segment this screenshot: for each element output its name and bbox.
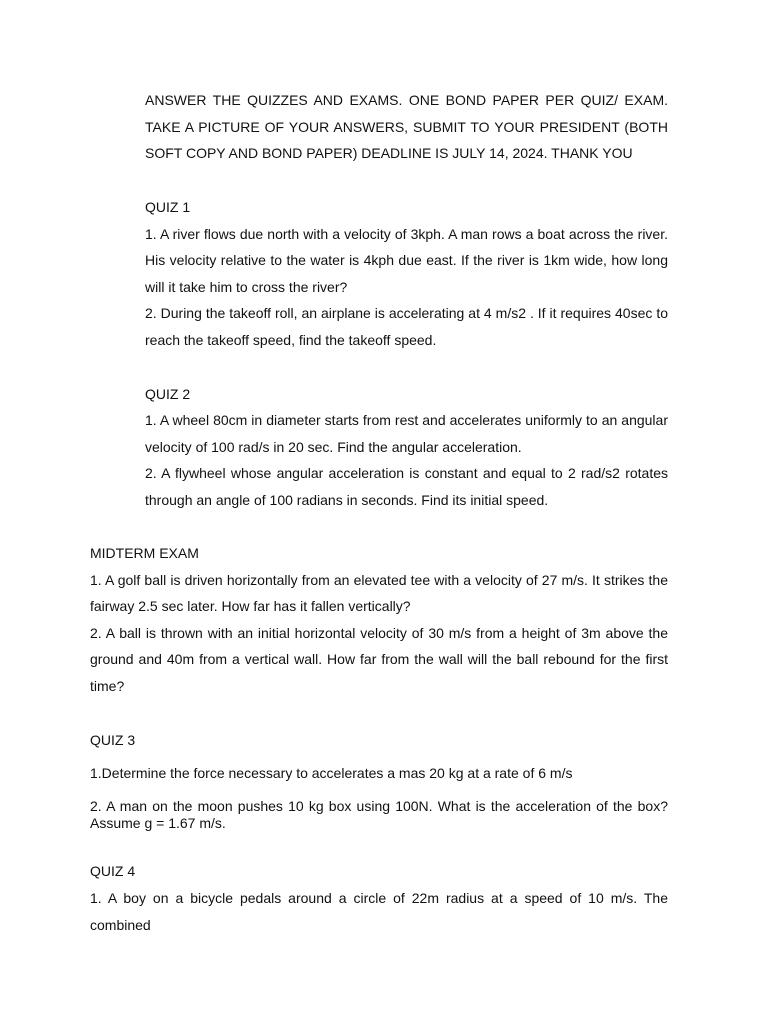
instructions-text: ANSWER THE QUIZZES AND EXAMS. ONE BOND PAPER PER QUIZ/ EXAM. TAKE A PICTURE OF YOUR ANSWERS, SUBMIT TO YOUR PRESIDENT (BOTH SOFT COPY AND BOND PAPER) DEADLINE IS JULY 14, 2024. THANK YOU: [145, 92, 668, 161]
quiz3-question-2-block: [90, 798, 668, 832]
quiz1-questions: [145, 221, 668, 354]
quiz3-question-1-block: [90, 760, 668, 787]
quiz1-heading: QUIZ 1: [145, 199, 191, 215]
quiz2-questions: [145, 407, 668, 513]
quiz2-question-1: 1. A wheel 80cm in diameter starts from rest and accelerates uniformly to an angular velocity of 100 rad/s in 20 sec. Find the angular acceleration.: [145, 412, 668, 455]
quiz3-question-1: 1.Determine the force necessary to accelerates a mas 20 kg at a rate of 6 m/s: [90, 765, 573, 781]
quiz3-heading: QUIZ 3: [90, 732, 136, 748]
quiz4-heading: QUIZ 4: [90, 863, 136, 879]
midterm-questions: [90, 567, 668, 700]
quiz3-question-2: 2. A man on the moon pushes 10 kg box using 100N. What is the acceleration of the box? Assume g = 1.67 m/s.: [90, 798, 668, 831]
quiz2-question-2: 2. A flywheel whose angular acceleration is constant and equal to 2 rad/s2 rotates through an angle of 100 radians in seconds. Find its initial speed.: [145, 465, 668, 508]
quiz4-question-1: 1. A boy on a bicycle pedals around a circle of 22m radius at a speed of 10 m/s. The combined: [90, 890, 668, 933]
midterm-heading: MIDTERM EXAM: [90, 545, 199, 561]
quiz1-question-1: 1. A river flows due north with a velocity of 3kph. A man rows a boat across the river. His velocity relative to the water is 4kph due east. If the river is 1km wide, how long will it take him to cross the river?: [145, 225, 668, 295]
quiz4-questions: [90, 885, 668, 938]
midterm-question-2: 2. A ball is thrown with an initial horizontal velocity of 30 m/s from a height of 3m above the ground and 40m from a vertical wall. How far from the wall will the ball rebound for the first time?: [90, 624, 668, 694]
quiz2-heading: QUIZ 2: [145, 385, 191, 402]
quiz1-question-2: 2. During the takeoff roll, an airplane is accelerating at 4 m/s2 . If it requires 40sec to reach the takeoff speed, find the takeoff speed.: [145, 305, 668, 348]
instructions-paragraph: [145, 87, 668, 167]
midterm-question-1: 1. A golf ball is driven horizontally from an elevated tee with a velocity of 27 m/s. It strikes the fairway 2.5 sec later. How far has it fallen vertically?: [90, 571, 668, 614]
